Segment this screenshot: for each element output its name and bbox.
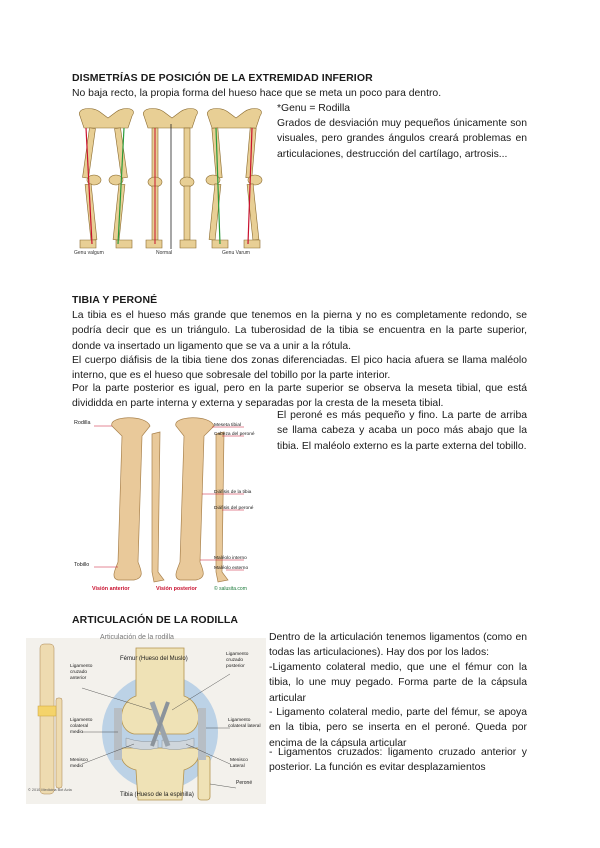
- knee-joint-figure: [26, 634, 266, 804]
- tibia-paragraph-1: La tibia es el hueso más grande que tenemos en la pierna y no es completamente redondo, se podría decir que es un triángulo. La tuberosidad de la tibia se encuentra en la parte superior, donde va insertado un ligamento que se va a unir a la rótula.: [72, 310, 527, 352]
- tibia-paragraph-2: El cuerpo diáfisis de la tibia tiene dos zonas diferenciadas. El pico hacia afuera se llama maléolo interno, que es el hueso que sobresale del tobillo por la parte interior.: [72, 355, 527, 382]
- leg-valgum: [79, 109, 133, 248]
- label-rodilla: Rodilla: [74, 420, 91, 426]
- knee-figure-title: Articulación de la rodilla: [100, 634, 174, 641]
- section-title-dismetrias: DISMETRÍAS DE POSICIÓN DE LA EXTREMIDAD INFERIOR: [72, 72, 373, 84]
- section-title-rodilla: ARTICULACIÓN DE LA RODILLA: [72, 614, 239, 626]
- label-menisco-lateral: Menisco Lateral: [230, 758, 248, 769]
- label-perone: Peroné: [236, 780, 253, 786]
- label-lig-cruzado-anterior: Ligamento cruzado anterior: [70, 664, 93, 681]
- rodilla-paragraph-1: Dentro de la articulación tenemos ligamentos (como en todas las articulaciones). Hay dos por los lados:: [269, 632, 527, 659]
- dismetrias-intro: No baja recto, la propia forma del hueso hace que se meta un poco para dentro.: [72, 88, 442, 99]
- copyright-mark: © 2010 Medicina Bot Acta: [28, 788, 72, 792]
- tibia-perone-figure: [72, 412, 268, 598]
- label-diafisis-perone: Diáfisis del peroné: [214, 506, 254, 511]
- label-femur: Fémur (Hueso del Muslo): [120, 656, 188, 662]
- caption-genu-varum: Genu Varum: [222, 250, 250, 256]
- tibia-anterior-bone: [112, 418, 164, 582]
- label-diafisis-tibia: Diáfisis de la tibia: [214, 490, 252, 495]
- mcl-ligament: [114, 708, 122, 760]
- leg-varum: [206, 109, 262, 248]
- rodilla-paragraph-2: -Ligamento colateral medio, que une el fémur con la tibia, lo une muy pegado. Forma parte de la cápsula articular: [269, 662, 527, 704]
- legs-alignment-figure: [72, 104, 268, 256]
- label-maleolo-externo: Maléolo externo: [214, 566, 249, 571]
- label-meseta-tibial: Meseta tibial: [214, 423, 241, 428]
- label-vision-posterior: Visión posterior: [156, 586, 197, 592]
- rodilla-paragraph-4: - Ligamentos cruzados: ligamento cruzado anterior y posterior. La función es evitar desplazamientos: [269, 747, 527, 774]
- label-tibia: Tibia (Hueso de la espinilla): [120, 792, 194, 798]
- label-source: © salusita.com: [214, 586, 247, 592]
- perone-paragraph: El peroné es más pequeño y fino. La parte de arriba se llama cabeza y acaba un poco más abajo que la tibia. El maléolo externo es la parte externa del tobillo.: [277, 410, 527, 452]
- label-lig-colateral-medio: Ligamento colateral medio: [70, 718, 93, 735]
- desviacion-paragraph: Grados de desviación muy pequeños únicamente son visuales, pero grandes ángulos creará problemas en articulaciones, destrucción del cartílago, artrosis...: [277, 118, 527, 160]
- label-cabeza-perone: Cabeza del peroné: [214, 432, 255, 437]
- tibia-paragraph-3: Por la parte posterior es igual, pero en la parte superior se observa la meseta tibial, que está divididda en parte interna y externa y separadas por la cresta de la meseta tibial.: [72, 383, 527, 410]
- section-title-tibia-perone: TIBIA Y PERONÉ: [72, 294, 158, 306]
- fibula-bone: [198, 756, 210, 800]
- lcl-ligament: [198, 708, 206, 760]
- label-lig-colateral-lateral: Ligamento colateral lateral: [228, 718, 261, 729]
- leg-normal: [143, 109, 197, 249]
- genu-note: *Genu = Rodilla: [277, 103, 351, 114]
- label-vision-anterior: Visión anterior: [92, 586, 130, 592]
- caption-genu-valgum: Genu valgum: [74, 250, 104, 256]
- caption-normal: Normal: [156, 250, 173, 256]
- label-menisco-medio: Menisco medio: [70, 758, 88, 769]
- label-lig-cruzado-posterior: Ligamento cruzado posterior: [226, 652, 249, 669]
- label-tobillo: Tobillo: [74, 562, 90, 568]
- rodilla-paragraph-3: - Ligamento colateral medio, parte del fémur, se apoya en la tibia, pero se inserta en el peroné. Queda por encima de la cápsula articular: [269, 707, 527, 749]
- label-maleolo-interno: Maléolo interno: [214, 556, 247, 561]
